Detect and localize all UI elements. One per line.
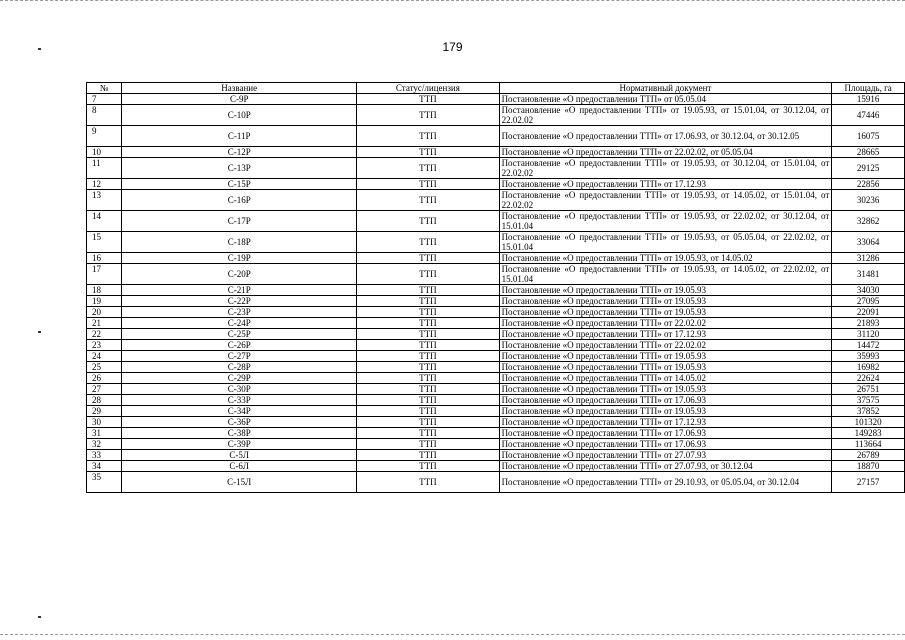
status-cell: ТТП — [357, 340, 499, 351]
normative-document-cell: Постановление «О предоставлении ТТП» от 29.10.93, от 05.05.04, от 30.12.04 — [499, 472, 832, 493]
normative-document-cell: Постановление «О предоставлении ТТП» от 17.12.93 — [499, 329, 832, 340]
status-cell: ТТП — [357, 296, 499, 307]
normative-document-cell: Постановление «О предоставлении ТТП» от 22.02.02 — [499, 318, 832, 329]
area-cell: 34030 — [832, 285, 905, 296]
header-area: Площадь, га — [832, 83, 905, 94]
row-number-cell: 32 — [87, 439, 122, 450]
table-row — [87, 285, 905, 296]
table-row — [87, 450, 905, 461]
table-row — [87, 94, 905, 105]
row-number-cell: 26 — [87, 373, 122, 384]
table-row — [87, 472, 905, 493]
table-row — [87, 351, 905, 362]
area-cell: 31120 — [832, 329, 905, 340]
table-row — [87, 384, 905, 395]
row-number-cell: 20 — [87, 307, 122, 318]
status-cell: ТТП — [357, 318, 499, 329]
row-number-cell: 9 — [87, 126, 122, 147]
area-cell: 31481 — [832, 264, 905, 285]
table-row — [87, 428, 905, 439]
area-cell: 32862 — [832, 211, 905, 232]
row-number-cell: 29 — [87, 406, 122, 417]
header-name: Название — [122, 83, 357, 94]
status-cell: ТТП — [357, 232, 499, 253]
row-number-cell: 22 — [87, 329, 122, 340]
territory-name-cell: С-30Р — [122, 384, 357, 395]
territory-name-cell: С-33Р — [122, 395, 357, 406]
row-number-cell: 14 — [87, 211, 122, 232]
area-cell: 31286 — [832, 253, 905, 264]
status-cell: ТТП — [357, 450, 499, 461]
area-cell: 28665 — [832, 147, 905, 158]
normative-document-cell: Постановление «О предоставлении ТТП» от 19.05.93, от 14.05.02, от 15.01.04, от 22.02.02 — [499, 190, 832, 211]
territory-name-cell: С-21Р — [122, 285, 357, 296]
status-cell: ТТП — [357, 179, 499, 190]
area-cell: 15916 — [832, 94, 905, 105]
table-row — [87, 190, 905, 211]
table-row — [87, 126, 905, 147]
area-cell: 113664 — [832, 439, 905, 450]
normative-document-cell: Постановление «О предоставлении ТТП» от 19.05.93, от 14.05.02, от 22.02.02, от 15.01.04 — [499, 264, 832, 285]
status-cell: ТТП — [357, 406, 499, 417]
normative-document-cell: Постановление «О предоставлении ТТП» от 17.06.93 — [499, 395, 832, 406]
row-number-cell: 18 — [87, 285, 122, 296]
status-cell: ТТП — [357, 395, 499, 406]
table-row — [87, 362, 905, 373]
status-cell: ТТП — [357, 158, 499, 179]
scan-speck — [38, 616, 41, 618]
territory-name-cell: С-27Р — [122, 351, 357, 362]
territory-name-cell: С-28Р — [122, 362, 357, 373]
status-cell: ТТП — [357, 253, 499, 264]
territory-name-cell: С-36Р — [122, 417, 357, 428]
area-cell: 18870 — [832, 461, 905, 472]
status-cell: ТТП — [357, 439, 499, 450]
status-cell: ТТП — [357, 329, 499, 340]
area-cell: 35993 — [832, 351, 905, 362]
territory-name-cell: С-13Р — [122, 158, 357, 179]
table-row — [87, 105, 905, 126]
row-number-cell: 33 — [87, 450, 122, 461]
status-cell: ТТП — [357, 264, 499, 285]
row-number-cell: 30 — [87, 417, 122, 428]
normative-document-cell: Постановление «О предоставлении ТТП» от 19.05.93 — [499, 296, 832, 307]
territory-name-cell: С-38Р — [122, 428, 357, 439]
territory-name-cell: С-11Р — [122, 126, 357, 147]
territory-name-cell: С-10Р — [122, 105, 357, 126]
row-number-cell: 21 — [87, 318, 122, 329]
status-cell: ТТП — [357, 417, 499, 428]
header-document: Нормативный документ — [499, 83, 832, 94]
table-row — [87, 264, 905, 285]
area-cell: 22856 — [832, 179, 905, 190]
territory-name-cell: С-15Л — [122, 472, 357, 493]
scan-speck — [38, 48, 41, 50]
status-cell: ТТП — [357, 373, 499, 384]
area-cell: 26751 — [832, 384, 905, 395]
territory-name-cell: С-18Р — [122, 232, 357, 253]
normative-document-cell: Постановление «О предоставлении ТТП» от 27.07.93 — [499, 450, 832, 461]
area-cell: 29125 — [832, 158, 905, 179]
row-number-cell: 11 — [87, 158, 122, 179]
area-cell: 101320 — [832, 417, 905, 428]
row-number-cell: 10 — [87, 147, 122, 158]
status-cell: ТТП — [357, 190, 499, 211]
territory-name-cell: С-23Р — [122, 307, 357, 318]
row-number-cell: 25 — [87, 362, 122, 373]
normative-document-cell: Постановление «О предоставлении ТТП» от 19.05.93, от 22.02.02, от 30.12.04, от 15.01.04 — [499, 211, 832, 232]
territory-name-cell: С-20Р — [122, 264, 357, 285]
row-number-cell: 17 — [87, 264, 122, 285]
status-cell: ТТП — [357, 461, 499, 472]
area-cell: 16982 — [832, 362, 905, 373]
row-number-cell: 19 — [87, 296, 122, 307]
table-body — [87, 94, 905, 493]
normative-document-cell: Постановление «О предоставлении ТТП» от 17.06.93 — [499, 428, 832, 439]
normative-document-cell: Постановление «О предоставлении ТТП» от 17.12.93 — [499, 417, 832, 428]
row-number-cell: 31 — [87, 428, 122, 439]
area-cell: 22091 — [832, 307, 905, 318]
normative-document-cell: Постановление «О предоставлении ТТП» от 19.05.93, от 14.05.02 — [499, 253, 832, 264]
row-number-cell: 16 — [87, 253, 122, 264]
status-cell: ТТП — [357, 362, 499, 373]
status-cell: ТТП — [357, 105, 499, 126]
table-row — [87, 211, 905, 232]
status-cell: ТТП — [357, 94, 499, 105]
page-number: 179 — [442, 40, 463, 54]
table-row — [87, 395, 905, 406]
territory-name-cell: С-34Р — [122, 406, 357, 417]
area-cell: 27157 — [832, 472, 905, 493]
area-cell: 22624 — [832, 373, 905, 384]
normative-document-cell: Постановление «О предоставлении ТТП» от 19.05.93 — [499, 362, 832, 373]
table-row — [87, 406, 905, 417]
status-cell: ТТП — [357, 307, 499, 318]
area-cell: 26789 — [832, 450, 905, 461]
status-cell: ТТП — [357, 351, 499, 362]
area-cell: 37575 — [832, 395, 905, 406]
area-cell: 16075 — [832, 126, 905, 147]
header-status: Статус/лицензия — [357, 83, 499, 94]
row-number-cell: 24 — [87, 351, 122, 362]
normative-document-cell: Постановление «О предоставлении ТТП» от 05.05.04 — [499, 94, 832, 105]
normative-document-cell: Постановление «О предоставлении ТТП» от 14.05.02 — [499, 373, 832, 384]
normative-document-cell: Постановление «О предоставлении ТТП» от 17.12.93 — [499, 179, 832, 190]
territory-name-cell: С-12Р — [122, 147, 357, 158]
territory-name-cell: С-6Л — [122, 461, 357, 472]
status-cell: ТТП — [357, 285, 499, 296]
table-row — [87, 439, 905, 450]
table-row — [87, 329, 905, 340]
status-cell: ТТП — [357, 428, 499, 439]
territory-name-cell: С-22Р — [122, 296, 357, 307]
normative-document-cell: Постановление «О предоставлении ТТП» от 22.02.02 — [499, 340, 832, 351]
normative-document-cell: Постановление «О предоставлении ТТП» от 27.07.93, от 30.12.04 — [499, 461, 832, 472]
territory-name-cell: С-25Р — [122, 329, 357, 340]
table-row — [87, 417, 905, 428]
table-row — [87, 296, 905, 307]
status-cell: ТТП — [357, 147, 499, 158]
row-number-cell: 15 — [87, 232, 122, 253]
status-cell: ТТП — [357, 126, 499, 147]
area-cell: 47446 — [832, 105, 905, 126]
row-number-cell: 27 — [87, 384, 122, 395]
status-cell: ТТП — [357, 384, 499, 395]
territory-name-cell: С-15Р — [122, 179, 357, 190]
table-row — [87, 232, 905, 253]
area-cell: 37852 — [832, 406, 905, 417]
table-header — [87, 83, 905, 94]
normative-document-cell: Постановление «О предоставлении ТТП» от 19.05.93, от 05.05.04, от 22.02.02, от 15.01.04 — [499, 232, 832, 253]
normative-document-cell: Постановление «О предоставлении ТТП» от 19.05.93, от 30.12.04, от 15.01.04, от 22.02.02 — [499, 158, 832, 179]
area-cell: 14472 — [832, 340, 905, 351]
territory-name-cell: С-9Р — [122, 94, 357, 105]
territory-name-cell: С-26Р — [122, 340, 357, 351]
area-cell: 33064 — [832, 232, 905, 253]
normative-document-cell: Постановление «О предоставлении ТТП» от 19.05.93 — [499, 307, 832, 318]
row-number-cell: 12 — [87, 179, 122, 190]
territory-name-cell: С-5Л — [122, 450, 357, 461]
territory-name-cell: С-24Р — [122, 318, 357, 329]
territory-name-cell: С-39Р — [122, 439, 357, 450]
territory-name-cell: С-16Р — [122, 190, 357, 211]
header-row — [87, 83, 905, 94]
table-row — [87, 373, 905, 384]
normative-document-cell: Постановление «О предоставлении ТТП» от 19.05.93 — [499, 351, 832, 362]
table-row — [87, 461, 905, 472]
status-cell: ТТП — [357, 211, 499, 232]
row-number-cell: 13 — [87, 190, 122, 211]
normative-document-cell: Постановление «О предоставлении ТТП» от 17.06.93, от 30.12.04, от 30.12.05 — [499, 126, 832, 147]
normative-document-cell: Постановление «О предоставлении ТТП» от 19.05.93 — [499, 285, 832, 296]
normative-document-cell: Постановление «О предоставлении ТТП» от 19.05.93 — [499, 384, 832, 395]
normative-document-cell: Постановление «О предоставлении ТТП» от 22.02.02, от 05.05.04 — [499, 147, 832, 158]
table-row — [87, 318, 905, 329]
table-row — [87, 253, 905, 264]
row-number-cell: 8 — [87, 105, 122, 126]
row-number-cell: 23 — [87, 340, 122, 351]
area-cell: 30236 — [832, 190, 905, 211]
table-row — [87, 340, 905, 351]
scan-speck — [38, 331, 41, 333]
normative-document-cell: Постановление «О предоставлении ТТП» от 19.05.93 — [499, 406, 832, 417]
normative-document-cell: Постановление «О предоставлении ТТП» от 17.06.93 — [499, 439, 832, 450]
row-number-cell: 34 — [87, 461, 122, 472]
status-cell: ТТП — [357, 472, 499, 493]
row-number-cell: 28 — [87, 395, 122, 406]
scan-edge-bottom — [0, 634, 905, 637]
territory-table — [86, 82, 905, 493]
territory-name-cell: С-17Р — [122, 211, 357, 232]
normative-document-cell: Постановление «О предоставлении ТТП» от 19.05.93, от 15.01.04, от 30.12.04, от 22.02.02 — [499, 105, 832, 126]
scan-edge-top — [0, 0, 905, 3]
table-row — [87, 147, 905, 158]
area-cell: 27095 — [832, 296, 905, 307]
territory-name-cell: С-19Р — [122, 253, 357, 264]
territory-name-cell: С-29Р — [122, 373, 357, 384]
area-cell: 149283 — [832, 428, 905, 439]
header-number: № — [87, 83, 122, 94]
table-row — [87, 307, 905, 318]
table-row — [87, 158, 905, 179]
row-number-cell: 35 — [87, 472, 122, 493]
row-number-cell: 7 — [87, 94, 122, 105]
table-row — [87, 179, 905, 190]
area-cell: 21893 — [832, 318, 905, 329]
